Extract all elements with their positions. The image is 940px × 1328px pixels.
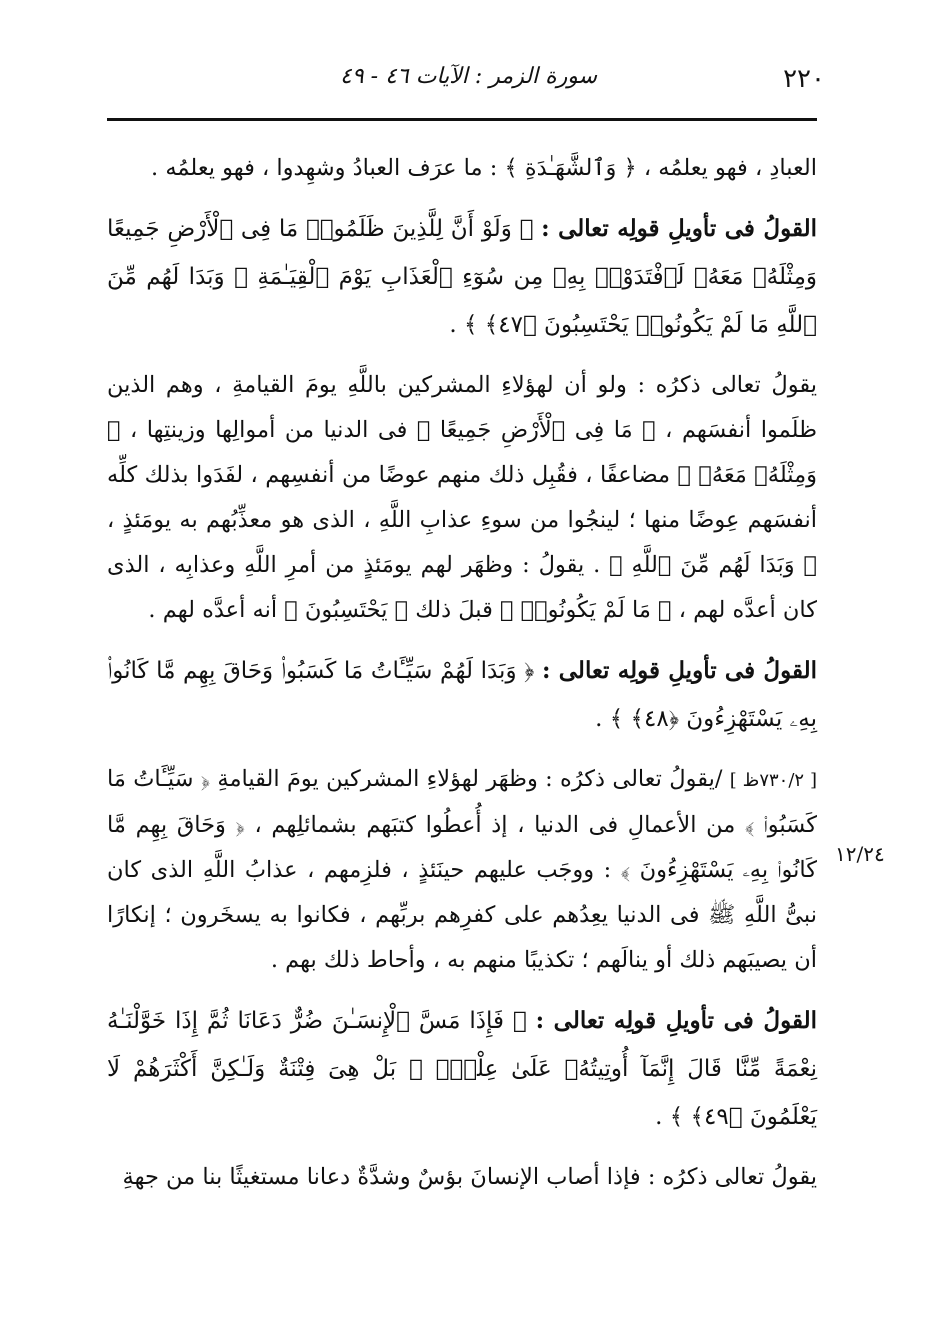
verse-text: ﴿ وَبَدَا لَهُمْ سَيِّـَٔاتُ مَا كَسَبُوا۟ وَحَاقَ بِهِم مَّا كَانُوا۟ بِهِۦ يَسْتَهْزِءُونَ ﴿٤٨﴾ ﴾ . xyxy=(107,658,817,732)
paragraph-2: يقولُ تعالى ذكرُه : ولو أن لهؤلاءِ المشركين باللَّهِ يومَ القيامةِ ، وهم الذين ظلَموا أنفسَهم ، ﴿ مَا فِى ٱلْأَرْضِ جَمِيعًا ﴾ فى الدنيا من أموالِها وزينتِها ، ﴿ وَمِثْلَهُۥ مَعَهُۥ ﴾ مضاعفًا ، فقُبِل ذلك منهم عوضًا من أنفسِهم ، لفَدَوا بذلك كلِّه أنفسَهم عِوضًا منها ؛ لينجُوا من سوءِ عذابِ اللَّهِ ، الذى هو معذِّبُهم به يومَئذٍ ، ﴿ وَبَدَا لَهُم مِّنَ ٱللَّهِ ﴾ . يقولُ : وظهَر لهم يومَئذٍ من أمرِ اللَّهِ وعذابِه ، الذى كان أعدَّه لهم ، ﴿ مَا لَمْ يَكُونُوا۟ ﴾ قبلَ ذلك ﴿ يَحْتَسِبُونَ ﴾ أنه أعدَّه لهم . xyxy=(107,372,817,623)
heading-lead: القولُ فى تأويلِ قولِه تعالى : xyxy=(535,1007,817,1034)
verse-heading-48 xyxy=(107,647,817,743)
heading-lead: القولُ فى تأويلِ قولِه تعالى : xyxy=(541,657,817,684)
header-rule xyxy=(107,118,817,121)
page-number: ٢٢٠ xyxy=(783,64,825,94)
running-title: سورة الزمر : الآيات ٤٦ - ٤٩ xyxy=(340,64,598,89)
paragraph-1: العبادِ ، فهو يعلمُه ، ﴿ وَٱلشَّهَـٰدَةِ ﴾ : ما عرَف العبادُ وشهِدوا ، فهو يعلمُه . xyxy=(151,155,817,181)
verse-text: ﴿ وَلَوْ أَنَّ لِلَّذِينَ ظَلَمُوا۟ مَا فِى ٱلْأَرْضِ جَمِيعًا وَمِثْلَهُۥ مَعَهُۥ لَٱفْتَدَوْا۟ بِهِۦ مِن سُوٓءِ ٱلْعَذَابِ يَوْمَ ٱلْقِيَـٰمَةِ ۚ وَبَدَا لَهُم مِّنَ ٱللَّهِ مَا لَمْ يَكُونُوا۟ يَحْتَسِبُونَ ﴿٤٧﴾ ﴾ . xyxy=(107,216,817,338)
page-header xyxy=(0,60,940,100)
verse-text: ﴿ فَإِذَا مَسَّ ٱلْإِنسَـٰنَ ضُرٌّ دَعَانَا ثُمَّ إِذَا خَوَّلْنَـٰهُ نِعْمَةً مِّنَّا قَالَ إِنَّمَآ أُوتِيتُهُۥ عَلَىٰ عِلْمٍۭ ۚ بَلْ هِىَ فِتْنَةٌ وَلَـٰكِنَّ أَكْثَرَهُمْ لَا يَعْلَمُونَ ﴿٤٩﴾ ﴾ . xyxy=(107,1008,817,1130)
paragraph-3 xyxy=(107,757,817,983)
verse-heading-49 xyxy=(107,997,817,1141)
paragraph-4: يقولُ تعالى ذكرُه : فإذا أصاب الإنسانَ بؤسٌ وشدَّةٌ دعانا مستغيثًا بنا من جهةِ xyxy=(122,1164,817,1190)
page-body xyxy=(107,146,817,1200)
verse-heading-47 xyxy=(107,205,817,349)
manuscript-citation: [ ٧٣٠/٢ظ ] xyxy=(729,770,818,791)
margin-reference: ١٢/٢٤ xyxy=(835,842,885,866)
paragraph-3-text: /يقولُ تعالى ذكرُه : وظهَر لهؤلاءِ المشركين يومَ القيامةِ ﴿ سَيِّـَٔاتُ مَا كَسَبُوا۟ ﴾ من الأعمالِ فى الدنيا ، إذ أُعطُوا كتبَهم بشمائلِهم ، ﴿ وَحَاقَ بِهِم مَّا كَانُوا۟ بِهِۦ يَسْتَهْزِءُونَ ﴾ : ووجَب عليهم حينَئذٍ ، فلزِمهم ، عذابُ اللَّهِ الذى كان نبىُّ اللَّهِ ﷺ فى الدنيا يعِدُهم على كفرِهم بربِّهم ، فكانوا به يسخَرون ؛ إنكارًا أن يصيبَهم ذلك أو ينالَهم ؛ تكذيبًا منهم به ، وأحاط ذلك بهم . xyxy=(107,766,817,973)
heading-lead: القولُ فى تأويلِ قولِه تعالى : xyxy=(541,215,817,242)
